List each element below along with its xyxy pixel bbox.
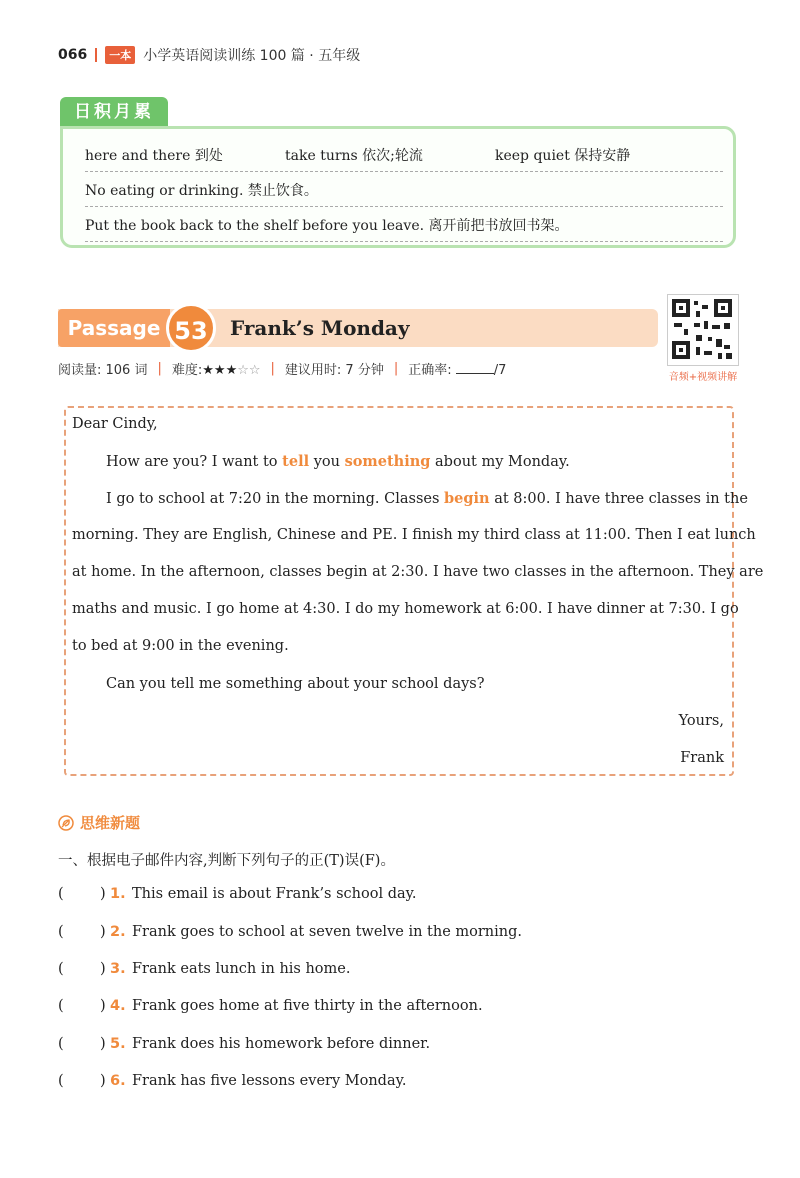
difficulty-label: 难度:: [171, 363, 203, 378]
leaf-icon: [58, 815, 74, 831]
highlight-word: tell: [282, 453, 310, 470]
question-text: Frank goes to school at seven twelve in the morning.: [132, 924, 523, 940]
star-filled-icon: ★: [202, 363, 214, 378]
accuracy-total: /7: [493, 363, 507, 378]
letter-paragraph-3: Can you tell me something about your school days?: [106, 676, 485, 692]
highlight-word: something: [344, 453, 431, 470]
question-number: 1.: [110, 886, 126, 902]
word-count: 阅读量: 106 词: [58, 363, 148, 378]
passage-number: 53: [166, 303, 216, 353]
answer-paren-close: ): [100, 961, 106, 977]
text-run: I go to school at 7:20 in the morning. Classes: [106, 491, 445, 507]
answer-paren-open: (: [58, 1073, 64, 1089]
question-text: Frank does his homework before dinner.: [132, 1036, 431, 1052]
question-number: 5.: [110, 1036, 126, 1052]
accumulation-box: [60, 126, 736, 248]
page-header: [58, 44, 360, 66]
answer-paren-open: (: [58, 1036, 64, 1052]
text-run: you: [309, 454, 345, 470]
questions-instruction: 一、根据电子邮件内容,判断下列句子的正(T)误(F)。: [58, 853, 395, 869]
phrase: keep quiet 保持安静: [495, 148, 631, 164]
star-empty-icon: ☆: [237, 363, 249, 378]
letter-paragraph-2-line: [106, 490, 748, 507]
answer-paren-open: (: [58, 961, 64, 977]
suggested-time: 建议用时: 7 分钟: [284, 363, 384, 378]
letter-paragraph-2-line: maths and music. I go home at 4:30. I do my homework at 6:00. I have dinner at 7:30. I go: [72, 601, 739, 617]
phrase: here and there 到处: [85, 148, 223, 164]
header-divider: [95, 48, 97, 62]
star-filled-icon: ★: [225, 363, 238, 378]
phrase: take turns 依次;轮流: [285, 148, 423, 164]
letter-closing: Yours,: [678, 713, 724, 729]
difficulty: [172, 359, 261, 378]
question-number: 6.: [110, 1073, 126, 1089]
accuracy-blank[interactable]: [456, 363, 494, 374]
letter-paragraph-2-line: to bed at 9:00 in the evening.: [72, 638, 289, 654]
difficulty-stars: [202, 363, 260, 378]
letter-paragraph-2-line: at home. In the afternoon, classes begin at 2:30. I have two classes in the afternoon. They are: [72, 564, 764, 580]
accuracy: [408, 359, 506, 378]
star-empty-icon: ☆: [248, 363, 261, 378]
answer-paren-close: ): [100, 886, 106, 902]
question-text: This email is about Frank’s school day.: [132, 886, 417, 902]
passage-label: Passage: [58, 309, 170, 347]
page-number: 066: [58, 47, 88, 63]
answer-paren-open: (: [58, 924, 64, 940]
letter-signature: Frank: [680, 750, 724, 766]
answer-paren-close: ): [100, 1073, 106, 1089]
accumulation-row: [85, 141, 723, 172]
question-text: Frank goes home at five thirty in the afternoon.: [132, 998, 483, 1014]
meta-separator: |: [393, 361, 399, 376]
questions-heading: [58, 812, 140, 833]
accuracy-label: 正确率:: [408, 363, 452, 378]
text-run: about my Monday.: [430, 454, 570, 470]
letter-paragraph-1: [106, 453, 570, 470]
letter-paragraph-2-line: morning. They are English, Chinese and PE. I finish my third class at 11:00. Then I eat lunch: [72, 527, 756, 543]
text-run: at 8:00. I have three classes in the: [489, 491, 748, 507]
passage-meta: [58, 359, 506, 378]
qr-code-icon[interactable]: [667, 294, 739, 366]
accumulation-row: [85, 211, 723, 242]
phrase: Put the book back to the shelf before you leave. 离开前把书放回书架。: [85, 218, 569, 234]
phrase: No eating or drinking. 禁止饮食。: [85, 183, 318, 199]
question-number: 4.: [110, 998, 126, 1014]
answer-paren-close: ): [100, 1036, 106, 1052]
brand-logo: 一本: [105, 46, 135, 64]
accumulation-row: [85, 176, 723, 207]
question-number: 2.: [110, 924, 126, 940]
question-text: Frank has five lessons every Monday.: [132, 1073, 407, 1089]
questions-heading-text: 思维新题: [80, 814, 141, 832]
answer-paren-open: (: [58, 886, 64, 902]
qr-code-label: 音频+视频讲解: [668, 372, 738, 383]
answer-paren-close: ): [100, 924, 106, 940]
question-number: 3.: [110, 961, 126, 977]
meta-separator: |: [157, 361, 162, 376]
question-text: Frank eats lunch in his home.: [132, 961, 351, 977]
star-filled-icon: ★: [213, 363, 226, 378]
letter-greeting: Dear Cindy,: [72, 416, 158, 432]
passage-title: Frank’s Monday: [230, 316, 410, 340]
text-run: How are you? I want to: [106, 454, 283, 470]
meta-separator: |: [270, 361, 275, 376]
letter-box: [64, 406, 764, 776]
accumulation-title: 日积月累: [60, 97, 168, 128]
highlight-word: begin: [444, 490, 490, 507]
book-title: 小学英语阅读训练 100 篇 · 五年级: [143, 48, 361, 64]
answer-paren-close: ): [100, 998, 106, 1014]
answer-paren-open: (: [58, 998, 64, 1014]
